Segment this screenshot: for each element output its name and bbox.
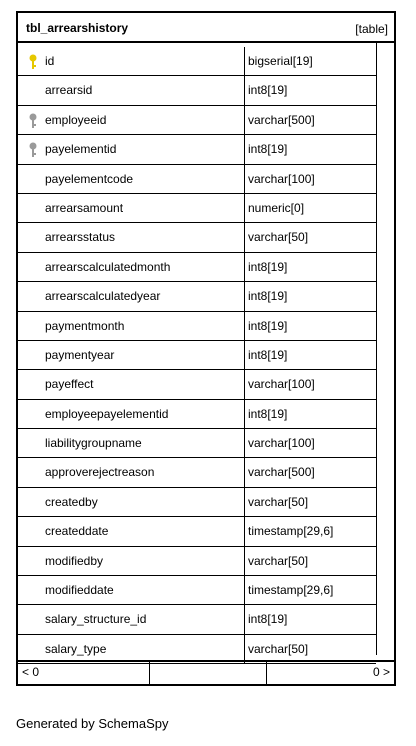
column-name: salary_structure_id <box>45 612 147 627</box>
column-type: int8[19] <box>244 76 376 104</box>
column-type: bigserial[19] <box>244 47 376 75</box>
column-row <box>18 194 376 223</box>
column-row <box>18 282 376 311</box>
column-name: arrearscalculatedmonth <box>45 259 171 274</box>
table-header <box>18 13 394 43</box>
column-row <box>18 429 376 458</box>
column-row <box>18 312 376 341</box>
column-name: modifiedby <box>45 553 104 568</box>
column-type: timestamp[29,6] <box>244 576 376 604</box>
primary-key-icon <box>28 54 38 70</box>
column-type: numeric[0] <box>244 194 376 222</box>
column-row <box>18 517 376 546</box>
column-type: int8[19] <box>244 341 376 369</box>
column-name: id <box>45 54 55 68</box>
scroll-right-label: 0 > <box>372 665 390 679</box>
column-row <box>18 341 376 370</box>
column-row <box>18 76 376 105</box>
column-name: paymentmonth <box>45 318 125 333</box>
column-row <box>18 135 376 164</box>
column-type: varchar[100] <box>244 165 376 193</box>
column-name: arrearscalculatedyear <box>45 289 161 304</box>
column-type: timestamp[29,6] <box>244 517 376 545</box>
column-type: varchar[50] <box>244 635 376 663</box>
footer-divider <box>266 662 267 684</box>
column-type: int8[19] <box>244 605 376 633</box>
foreign-key-icon <box>28 142 38 158</box>
column-name: arrearsstatus <box>45 230 116 245</box>
column-name: createddate <box>45 524 109 539</box>
scroll-left-label: < 0 <box>22 665 40 679</box>
column-row <box>18 165 376 194</box>
footer-divider <box>149 662 150 684</box>
column-row <box>18 253 376 282</box>
column-row <box>18 488 376 517</box>
column-row <box>18 547 376 576</box>
column-row <box>18 370 376 399</box>
column-name: liabilitygroupname <box>45 436 142 451</box>
column-name: arrearsamount <box>45 200 124 215</box>
table-box <box>16 11 396 686</box>
column-type: varchar[50] <box>244 223 376 251</box>
column-name: employeepayelementid <box>45 406 169 421</box>
column-name: modifieddate <box>45 583 114 598</box>
table-type-tag: [table] <box>355 22 388 36</box>
generated-by-footer: Generated by SchemaSpy <box>16 716 169 731</box>
column-type: varchar[500] <box>244 106 376 134</box>
table-sidebar <box>376 43 394 655</box>
column-row <box>18 400 376 429</box>
column-type: int8[19] <box>244 282 376 310</box>
column-type: int8[19] <box>244 312 376 340</box>
column-name: payeffect <box>45 377 94 392</box>
column-name: approverejectreason <box>45 465 155 480</box>
column-name: payelementid <box>45 142 117 157</box>
column-type: varchar[50] <box>244 488 376 516</box>
column-type: varchar[500] <box>244 458 376 486</box>
column-row <box>18 576 376 605</box>
column-row <box>18 458 376 487</box>
column-type: varchar[100] <box>244 429 376 457</box>
column-name: createdby <box>45 494 98 509</box>
column-type: int8[19] <box>244 253 376 281</box>
column-row <box>18 223 376 252</box>
column-row <box>18 47 376 76</box>
column-name: salary_type <box>45 641 107 656</box>
table-footer-bar <box>18 660 394 684</box>
column-name: employeeid <box>45 112 107 127</box>
column-row <box>18 106 376 135</box>
foreign-key-icon <box>28 113 38 129</box>
column-name: payelementcode <box>45 171 134 186</box>
column-type: varchar[50] <box>244 547 376 575</box>
column-list <box>18 47 376 664</box>
column-type: int8[19] <box>244 400 376 428</box>
column-type: varchar[100] <box>244 370 376 398</box>
column-name: paymentyear <box>45 347 115 362</box>
column-type: int8[19] <box>244 135 376 163</box>
column-name: arrearsid <box>45 83 93 98</box>
table-name: tbl_arrearshistory <box>26 21 129 35</box>
column-row <box>18 605 376 634</box>
